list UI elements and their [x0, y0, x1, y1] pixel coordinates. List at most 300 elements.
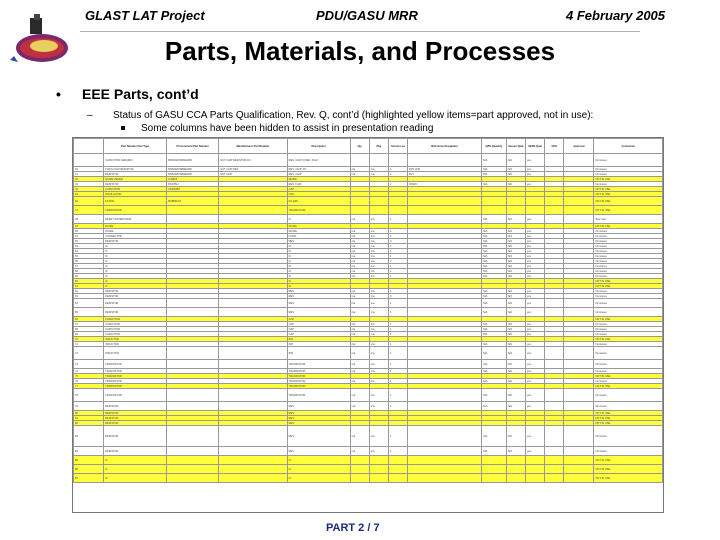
table-cell	[219, 456, 287, 465]
table-cell	[564, 197, 594, 206]
table-cell: 1	[388, 299, 407, 308]
table-cell: 1	[388, 269, 407, 274]
table-cell: yes	[525, 229, 544, 234]
table-cell	[506, 465, 525, 474]
table-cell: N/A	[482, 269, 507, 274]
table-cell: 69	[74, 332, 104, 337]
table-cell	[388, 197, 407, 206]
table-header-row	[74, 139, 663, 154]
table-cell: n/a	[369, 294, 388, 299]
table-cell: IC	[287, 279, 350, 284]
table-cell	[219, 215, 287, 224]
column-header: Qty	[350, 139, 369, 154]
table-cell: 1	[388, 264, 407, 269]
table-cell: yes	[525, 239, 544, 244]
table-cell	[388, 206, 407, 215]
table-cell: yes	[525, 426, 544, 447]
table-cell: 51	[74, 234, 104, 239]
table-cell: n/a	[350, 289, 369, 294]
table-cell: RES, CHIP, FIXED, FILM	[287, 154, 350, 167]
table-cell: N/A	[506, 447, 525, 456]
table-row	[74, 215, 663, 224]
table-cell: 83	[74, 426, 104, 447]
bullet-dot-icon: •	[56, 86, 61, 102]
table-cell: DIODE ZENER	[104, 177, 167, 182]
table-cell: NOT IN USE	[594, 474, 663, 483]
table-cell	[408, 360, 482, 369]
table-cell: DIODE	[287, 229, 350, 234]
table-cell: TRANSISTOR	[104, 206, 167, 215]
table-cell: N/A	[506, 332, 525, 337]
table-cell: IC	[104, 465, 167, 474]
table-cell: IC	[287, 249, 350, 254]
table-cell: 50	[74, 229, 104, 234]
table-cell: RES	[287, 308, 350, 317]
table-cell: 4	[388, 294, 407, 299]
table-cell: RESISTOR	[104, 182, 167, 187]
table-cell: N/A	[506, 426, 525, 447]
table-cell: No issues	[594, 360, 663, 369]
table-cell	[545, 197, 564, 206]
table-cell: N/A	[506, 244, 525, 249]
table-cell: 41	[74, 172, 104, 177]
table-cell	[369, 197, 388, 206]
table-cell: n/a	[369, 274, 388, 279]
table-cell: 68	[74, 327, 104, 332]
table-cell	[564, 447, 594, 456]
table-cell: RES	[287, 447, 350, 456]
table-cell: N/A	[482, 274, 507, 279]
column-header: Comments	[594, 139, 663, 154]
table-cell: yes	[525, 308, 544, 317]
table-cell: N/A	[506, 322, 525, 327]
table-cell	[564, 360, 594, 369]
table-row	[74, 474, 663, 483]
table-cell: IC	[104, 249, 167, 254]
table-cell: n/a	[350, 369, 369, 374]
table-cell: yes	[525, 299, 544, 308]
table-cell: N/A	[482, 402, 507, 411]
header-review: PDU/GASU MRR	[316, 8, 418, 23]
table-cell: n/a	[369, 259, 388, 264]
column-header: GPS	[545, 139, 564, 154]
table-cell: yes	[525, 379, 544, 384]
header-date: 4 February 2005	[566, 8, 666, 23]
table-row	[74, 389, 663, 402]
table-cell: 1	[388, 360, 407, 369]
table-cell: IC	[287, 474, 350, 483]
table-cell	[525, 197, 544, 206]
table-cell: n/a	[369, 342, 388, 347]
table-cell: 66	[74, 317, 104, 322]
table-cell: No issues	[594, 172, 663, 177]
table-cell: N/A	[506, 234, 525, 239]
table-cell: IC	[287, 456, 350, 465]
column-header: QPS Quantity	[482, 139, 507, 154]
table-cell: N/A	[506, 229, 525, 234]
table-cell: 85	[74, 456, 104, 465]
table-cell	[545, 402, 564, 411]
table-cell: NOT IN USE	[594, 317, 663, 322]
table-cell: M55342K09B2E00R	[167, 167, 219, 172]
table-cell	[408, 465, 482, 474]
table-cell	[350, 456, 369, 465]
table-cell: 1	[388, 249, 407, 254]
table-cell: RES	[287, 289, 350, 294]
table-cell: RES	[287, 411, 350, 416]
table-cell: 3	[388, 239, 407, 244]
table-cell	[525, 474, 544, 483]
table-cell: No issues	[594, 264, 663, 269]
table-cell: yes	[525, 402, 544, 411]
table-cell: 74	[74, 369, 104, 374]
table-cell	[545, 299, 564, 308]
table-cell	[482, 474, 507, 483]
table-cell	[408, 456, 482, 465]
table-cell: IC	[287, 244, 350, 249]
table-cell	[167, 474, 219, 483]
table-cell: n/a	[369, 389, 388, 402]
table-cell: No issues	[594, 332, 663, 337]
column-header: SEDS Qual	[525, 139, 544, 154]
table-row	[74, 299, 663, 308]
table-cell: N/A	[506, 289, 525, 294]
table-cell: No issues	[594, 342, 663, 347]
table-cell: CDR33BX	[167, 187, 219, 192]
table-cell: IND	[287, 337, 350, 342]
table-cell: N/A	[482, 389, 507, 402]
table-cell: NOT IN USE	[594, 337, 663, 342]
header-project: GLAST LAT Project	[85, 8, 205, 23]
table-cell	[350, 206, 369, 215]
table-cell: 87	[74, 474, 104, 483]
table-cell	[219, 447, 287, 456]
table-cell: n/a	[350, 294, 369, 299]
table-cell: DIODE	[104, 229, 167, 234]
table-cell: CAP	[287, 187, 350, 192]
table-cell: M28861/01	[167, 197, 219, 206]
table-cell: n/a	[350, 254, 369, 259]
table-cell: No issues	[594, 239, 663, 244]
table-cell	[388, 474, 407, 483]
table-cell	[545, 465, 564, 474]
table-cell: n/a	[350, 379, 369, 384]
table-row	[74, 402, 663, 411]
table-cell: 1	[388, 172, 407, 177]
table-cell: CAPACITOR	[104, 332, 167, 337]
table-cell: No issues	[594, 274, 663, 279]
table-cell	[408, 474, 482, 483]
table-cell: n/a	[350, 249, 369, 254]
table-cell: n/a	[369, 426, 388, 447]
table-cell: RES	[287, 299, 350, 308]
table-cell: N/A	[482, 289, 507, 294]
table-cell	[564, 215, 594, 224]
table-cell	[525, 456, 544, 465]
table-cell: N/A	[506, 389, 525, 402]
table-cell	[167, 465, 219, 474]
table-cell: No issues	[594, 299, 663, 308]
table-cell: n/a	[369, 229, 388, 234]
table-cell: 47	[74, 206, 104, 215]
column-header: Pkg	[369, 139, 388, 154]
table-cell: n/a	[350, 360, 369, 369]
table-cell	[545, 360, 564, 369]
table-cell: GST CHIP RES	[219, 167, 287, 172]
table-cell	[388, 154, 407, 167]
table-cell: N/A	[482, 447, 507, 456]
table-cell: 62	[74, 289, 104, 294]
table-cell: No issues	[594, 259, 663, 264]
table-cell: 79	[74, 402, 104, 411]
table-cell	[545, 308, 564, 317]
table-cell	[408, 347, 482, 360]
table-cell: 1	[388, 389, 407, 402]
table-cell: TRANSISTOR	[287, 379, 350, 384]
table-cell: No issues	[594, 389, 663, 402]
table-cell: N/A	[506, 264, 525, 269]
table-cell: 86	[74, 465, 104, 474]
table-cell: n/a	[350, 332, 369, 337]
table-cell: N/A	[506, 274, 525, 279]
table-cell: 1	[388, 215, 407, 224]
table-cell	[506, 456, 525, 465]
table-cell: 84	[74, 447, 104, 456]
table-cell: n/a	[369, 234, 388, 239]
table-cell: TRANSISTOR	[287, 360, 350, 369]
table-cell: n/a	[350, 269, 369, 274]
table-cell	[167, 299, 219, 308]
table-cell: N/A	[482, 294, 507, 299]
table-row	[74, 347, 663, 360]
table-cell: N/A	[482, 249, 507, 254]
table-cell: 75	[74, 374, 104, 379]
table-cell: No issues	[594, 447, 663, 456]
table-cell: RES	[287, 239, 350, 244]
table-cell: INDUCTOR	[104, 342, 167, 347]
table-cell: No issues	[594, 347, 663, 360]
table-cell	[369, 465, 388, 474]
table-cell: No issues	[594, 308, 663, 317]
table-cell: TRANSISTOR	[287, 384, 350, 389]
table-cell: n/a	[350, 426, 369, 447]
table-cell: No issues	[594, 327, 663, 332]
table-cell: 1N5822	[167, 177, 219, 182]
header-rule	[80, 31, 640, 32]
table-cell: IC	[287, 215, 350, 224]
table-cell: N/A	[482, 360, 507, 369]
table-cell: n/a	[369, 254, 388, 259]
table-cell	[545, 447, 564, 456]
table-cell	[545, 154, 564, 167]
table-cell: TRANSISTOR	[104, 369, 167, 374]
table-cell: N/A	[482, 369, 507, 374]
table-cell: N/A	[482, 327, 507, 332]
table-cell: CAPACITOR	[104, 327, 167, 332]
table-cell: 73	[74, 360, 104, 369]
table-cell	[545, 215, 564, 224]
table-cell	[564, 474, 594, 483]
table-cell: 46	[74, 197, 104, 206]
table-cell: yes	[525, 234, 544, 239]
table-cell: No issues	[594, 254, 663, 259]
table-cell: 63	[74, 294, 104, 299]
table-cell: 2	[388, 259, 407, 264]
table-cell: CAPACITOR	[104, 187, 167, 192]
table-cell: N/A	[506, 172, 525, 177]
table-cell: n/a	[350, 172, 369, 177]
table-cell: N/A	[482, 215, 507, 224]
table-cell: n/a	[369, 308, 388, 317]
table-cell: n/a	[350, 447, 369, 456]
table-cell: n/a	[350, 347, 369, 360]
table-cell: n/a	[350, 244, 369, 249]
table-cell: n/a	[369, 360, 388, 369]
table-cell: yes	[525, 322, 544, 327]
table-cell: FILTER	[104, 197, 167, 206]
table-cell	[167, 389, 219, 402]
table-cell: n/a	[369, 447, 388, 456]
column-header: Reference Designator	[408, 139, 482, 154]
table-cell: DIODE	[287, 224, 350, 229]
table-cell: No issues	[594, 154, 663, 167]
table-row	[74, 206, 663, 215]
table-cell: TRANSISTOR	[104, 374, 167, 379]
table-cell: NOT IN USE	[594, 224, 663, 229]
table-cell: 72	[74, 347, 104, 360]
table-cell: 71	[74, 342, 104, 347]
table-cell: N/A	[482, 254, 507, 259]
table-cell	[408, 206, 482, 215]
table-cell: 4	[388, 167, 407, 172]
table-cell: RESISTOR	[104, 289, 167, 294]
table-cell: RNC55H	[167, 182, 219, 187]
table-cell	[408, 426, 482, 447]
table-cell: N/A	[482, 426, 507, 447]
table-cell: 1	[388, 332, 407, 337]
table-cell: 1	[388, 322, 407, 327]
table-cell	[408, 299, 482, 308]
table-cell	[482, 206, 507, 215]
table-cell	[564, 389, 594, 402]
table-cell	[167, 360, 219, 369]
table-cell: N/A	[482, 244, 507, 249]
table-cell: N/A	[482, 259, 507, 264]
table-cell: 64	[74, 299, 104, 308]
table-cell: n/a	[369, 402, 388, 411]
table-cell: N/A	[506, 154, 525, 167]
table-cell: IC	[287, 269, 350, 274]
table-cell: TRANSISTOR	[287, 389, 350, 402]
table-cell: No issues	[594, 234, 663, 239]
table-cell: n/a	[369, 332, 388, 337]
table-cell: 44	[74, 187, 104, 192]
table-cell: n/a	[350, 239, 369, 244]
table-cell: n/a	[350, 402, 369, 411]
table-cell	[564, 426, 594, 447]
table-cell: yes	[525, 172, 544, 177]
table-cell: 1	[388, 402, 407, 411]
table-cell	[525, 206, 544, 215]
table-cell	[167, 347, 219, 360]
table-cell: n/a	[369, 215, 388, 224]
table-cell: IC	[287, 284, 350, 289]
page-footer: PART 2 / 7	[326, 522, 380, 534]
table-cell: N/A	[482, 347, 507, 360]
table-cell: 1	[388, 308, 407, 317]
table-cell: 78	[74, 389, 104, 402]
table-cell: RES, CHIP	[287, 172, 350, 177]
table-cell	[564, 456, 594, 465]
table-cell: yes	[525, 347, 544, 360]
table-cell: n/a	[350, 264, 369, 269]
table-cell: N/A	[506, 249, 525, 254]
table-cell	[350, 465, 369, 474]
table-cell	[482, 465, 507, 474]
table-row	[74, 360, 663, 369]
table-cell: RESET SUPERVISOR	[104, 215, 167, 224]
table-cell: RESISTOR	[104, 172, 167, 177]
table-cell	[350, 197, 369, 206]
table-cell: THICK FILM RESISTOR	[104, 167, 167, 172]
table-cell: No issues	[594, 369, 663, 374]
table-row	[74, 154, 663, 167]
table-cell: n/a	[350, 299, 369, 308]
bullet-square-icon	[121, 126, 125, 130]
table-cell	[545, 426, 564, 447]
slide-title: Parts, Materials, and Processes	[164, 36, 556, 66]
table-cell: NOT IN USE	[594, 197, 663, 206]
table-cell: IND	[287, 342, 350, 347]
table-cell: No issues	[594, 269, 663, 274]
table-cell: See note	[594, 215, 663, 224]
table-cell	[219, 299, 287, 308]
table-cell	[350, 474, 369, 483]
table-cell: RESISTOR	[104, 416, 167, 421]
table-cell	[219, 308, 287, 317]
table-cell: N/A	[506, 327, 525, 332]
table-cell: TRANSISTOR	[104, 379, 167, 384]
table-cell: 1	[388, 244, 407, 249]
table-cell	[369, 456, 388, 465]
table-row	[74, 465, 663, 474]
table-cell: 1	[388, 379, 407, 384]
table-cell	[219, 389, 287, 402]
table-cell: N/A	[506, 215, 525, 224]
table-cell	[219, 465, 287, 474]
table-cell: No issues	[594, 402, 663, 411]
table-cell: IC	[287, 254, 350, 259]
table-cell: NOT IN USE	[594, 456, 663, 465]
table-cell: NOT IN USE	[594, 384, 663, 389]
table-cell	[408, 308, 482, 317]
table-cell: IC	[104, 244, 167, 249]
table-cell: yes	[525, 269, 544, 274]
bullet-dash-icon: –	[87, 110, 93, 121]
table-cell: yes	[525, 360, 544, 369]
table-cell: yes	[525, 327, 544, 332]
table-cell: 61	[74, 284, 104, 289]
table-cell: 65	[74, 308, 104, 317]
column-header: Screen Lev	[388, 139, 407, 154]
table-cell: 53	[74, 244, 104, 249]
table-cell: 2	[388, 234, 407, 239]
parts-qualification-table	[72, 137, 664, 513]
table-cell: RES, FILM	[287, 182, 350, 187]
table-cell	[408, 447, 482, 456]
table-cell	[219, 197, 287, 206]
table-cell: N/A	[482, 342, 507, 347]
